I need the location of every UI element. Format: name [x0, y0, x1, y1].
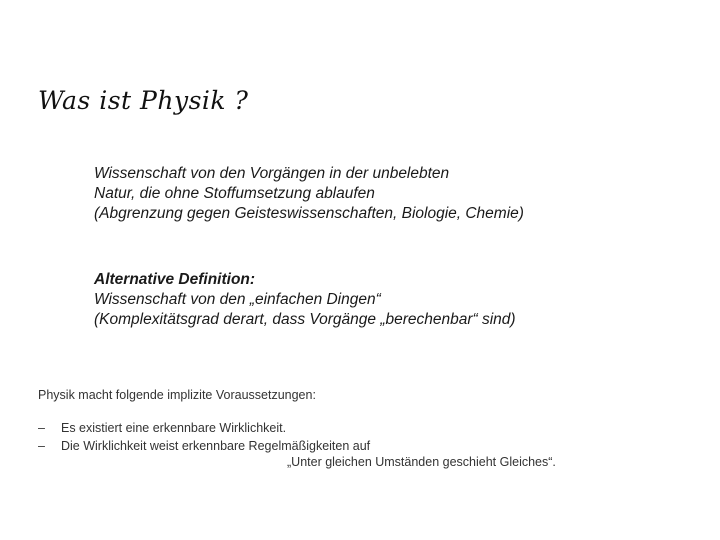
dash-bullet-icon: –: [38, 439, 45, 453]
slide-title: Was ist Physik ?: [38, 86, 249, 115]
list-item-text: Die Wirklichkeit weist erkennbare Regelmäßigkeiten auf: [61, 439, 371, 453]
list-item: [38, 437, 370, 455]
alternative-definition-heading: Alternative Definition:: [94, 271, 256, 288]
list-item: [38, 419, 370, 437]
assumption-quote: „Unter gleichen Umständen geschieht Gleiches“.: [287, 455, 556, 469]
assumptions-intro: Physik macht folgende implizite Voraussetzungen:: [38, 388, 316, 402]
definition-block: [94, 164, 524, 224]
alternative-definition-line: (Komplexitätsgrad derart, dass Vorgänge „berechenbar“ sind): [94, 311, 516, 328]
definition-line: Wissenschaft von den Vorgängen in der unbelebten: [94, 165, 450, 182]
definition-line: (Abgrenzung gegen Geisteswissenschaften, Biologie, Chemie): [94, 205, 524, 222]
dash-bullet-icon: –: [38, 421, 45, 435]
list-item-text: Es existiert eine erkennbare Wirklichkeit.: [61, 421, 287, 435]
definition-line: Natur, die ohne Stoffumsetzung ablaufen: [94, 185, 375, 202]
assumptions-list: [38, 419, 370, 455]
alternative-definition-block: [94, 270, 516, 330]
alternative-definition-line: Wissenschaft von den „einfachen Dingen“: [94, 291, 381, 308]
